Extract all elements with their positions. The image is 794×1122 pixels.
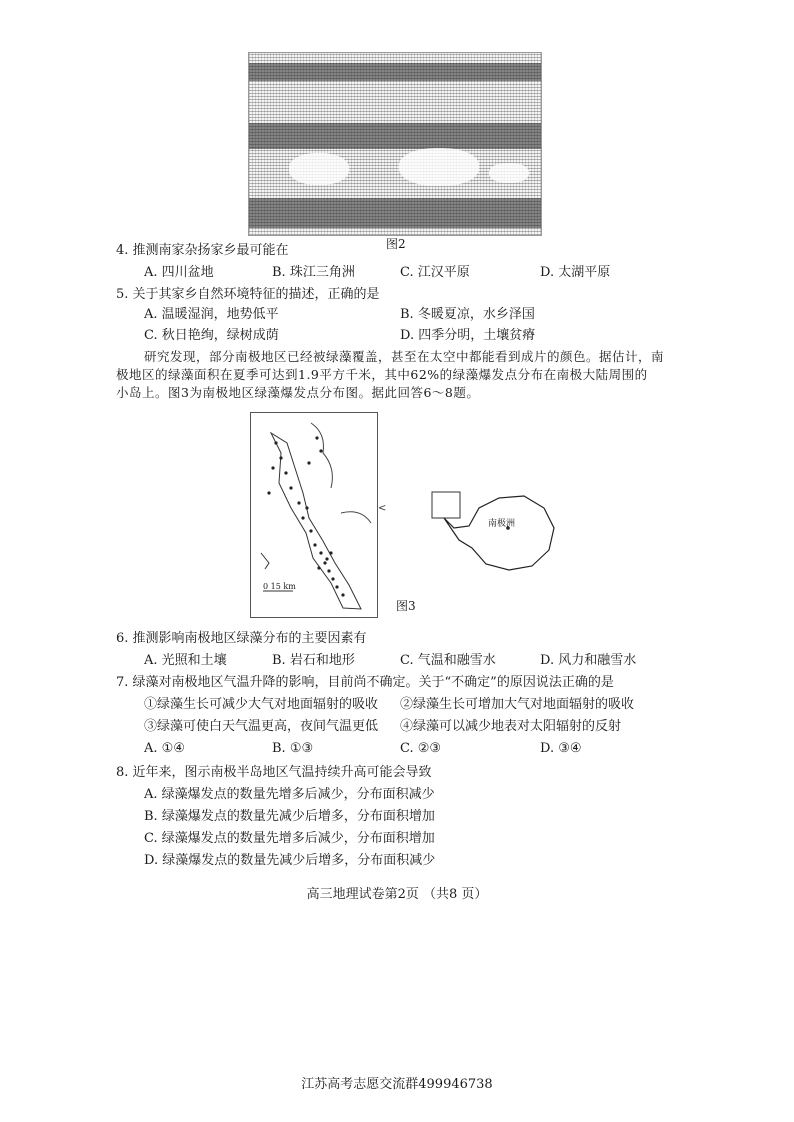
image-dark-band: [249, 123, 541, 149]
q7-option-a: A. ①④: [144, 741, 185, 756]
figure-2-caption: 图2: [386, 237, 406, 251]
q6-option-b: B. 岩石和地形: [272, 653, 355, 668]
q7-item-4: ④绿藻可以减少地表对太阳辐射的反射: [400, 719, 622, 734]
figure-3-antarctica-inset: [424, 478, 564, 578]
question-7-stem: 7. 绿藻对南极地区气温升降的影响，目前尚不确定。关于“不确定”的原因说法正确的是: [116, 675, 614, 690]
passage-line: 研究发现，部分南极地区已经被绿藻覆盖，甚至在太空中都能看到成片的颜色。据估计，南: [144, 349, 665, 364]
q4-option-c: C. 江汉平原: [400, 265, 470, 280]
q4-option-b: B. 珠江三角洲: [272, 265, 355, 280]
inset-arrow-icon: <: [378, 503, 387, 514]
antarctica-label: 南极洲: [488, 519, 516, 529]
question-6-stem: 6. 推测影响南极地区绿藻分布的主要因素有: [116, 631, 367, 646]
q7-option-c: C. ②③: [400, 741, 442, 756]
page-footer: 高三地理试卷第2页 （共8 页）: [306, 887, 488, 902]
figure-2-image: [248, 52, 542, 236]
q8-option-c: C. 绿藻爆发点的数量先增多后减少，分布面积增加: [144, 831, 435, 846]
q6-option-d: D. 风力和融雪水: [540, 653, 637, 668]
figure-3-peninsula-map: [250, 412, 378, 618]
q5-option-a: A. 温暖湿润，地势低平: [144, 307, 279, 322]
question-8-stem: 8. 近年来，图示南极半岛地区气温持续升高可能会导致: [116, 765, 432, 780]
map-scale-label: 0 15 km: [263, 582, 296, 591]
q6-option-a: A. 光照和土壤: [144, 653, 227, 668]
passage-line: 极地区的绿藻面积在夏季可达到1.9平方千米，其中62%的绿藻爆发点分布在南极大陆周围的: [116, 367, 648, 383]
image-dark-band: [249, 63, 541, 81]
q5-option-d: D. 四季分明，土壤贫瘠: [400, 328, 536, 343]
image-light-area: [399, 148, 479, 186]
q8-option-d: D. 绿藻爆发点的数量先减少后增多，分布面积减少: [144, 853, 436, 868]
q7-option-b: B. ①③: [272, 741, 314, 756]
passage-line: 小岛上。图3为南极地区绿藻爆发点分布图。据此回答6～8题。: [116, 385, 480, 401]
passage: [116, 348, 696, 402]
q8-option-b: B. 绿藻爆发点的数量先减少后增多，分布面积增加: [144, 809, 435, 824]
image-light-area: [489, 163, 529, 183]
image-dark-band: [249, 198, 541, 228]
question-5-stem: 5. 关于其家乡自然环境特征的描述，正确的是: [116, 287, 380, 302]
q4-option-d: D. 太湖平原: [540, 265, 611, 280]
q5-option-b: B. 冬暖夏凉，水乡泽国: [400, 307, 535, 322]
q6-option-c: C. 气温和融雪水: [400, 653, 496, 668]
watermark-text: 江苏高考志愿交流群499946738: [301, 1077, 493, 1092]
q8-option-a: A. 绿藻爆发点的数量先增多后减少，分布面积减少: [144, 787, 435, 802]
image-light-area: [289, 153, 349, 185]
q7-option-d: D. ③④: [540, 741, 582, 756]
q7-item-1: ①绿藻生长可减少大气对地面辐射的吸收: [144, 697, 379, 712]
q7-item-2: ②绿藻生长可增加大气对地面辐射的吸收: [400, 697, 635, 712]
question-4-stem: 4. 推测南家杂扬家乡最可能在: [116, 243, 289, 258]
q4-option-a: A. 四川盆地: [144, 265, 214, 280]
q5-option-c: C. 秋日艳绚，绿树成荫: [144, 328, 279, 343]
figure-3-caption: 图3: [396, 599, 416, 613]
q7-item-3: ③绿藻可使白天气温更高，夜间气温更低: [144, 719, 379, 734]
